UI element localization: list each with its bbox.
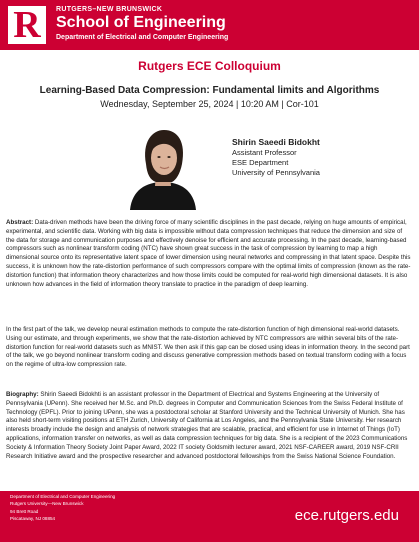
talk-dateline: Wednesday, September 25, 2024 | 10:20 AM | Cor-101 <box>100 99 319 109</box>
footer-address <box>10 493 115 522</box>
biography-label: Biography: <box>6 391 39 398</box>
address-line: 94 Brett Road <box>10 508 39 514</box>
speaker-name: Shirin Saeedi Bidokht <box>232 137 320 147</box>
abstract-text-1: Data-driven methods have been the driving force of many scientific disciplines in the past decade, relying on huge amounts of empirical, experimental, and scientific data. Working with big data is impossible without data compression techniques that reduce the dimension and size of the data for storage and communication purposes and effectively denoise for efficient and accurate processing. In the past decade, learning-based compressors such as nonlinear transform coding (NTC) have shown great success in the task of compression by learning to map a high dimensional source onto its representative latent space of lower dimension using neural networks and compressing in that latent space. Despite this success, it is unknown how the rate-distortion performance of such compressors compare with the optimal limits of compression (known as the rate-distortion function) that information theory characterizes and how those limits could be computed for real-world high dimensional datasets. It is also unknown how advances in the field of information theory translate to practice in the paradigm of deep learning. <box>6 219 411 288</box>
speaker-department: ESE Department <box>232 158 289 167</box>
talk-title: Learning-Based Data Compression: Fundamental limits and Algorithms <box>39 85 380 96</box>
address-line: Rutgers University—New Brunswick <box>10 501 84 507</box>
biography-paragraph <box>6 391 412 461</box>
school-name: School of Engineering <box>56 14 226 31</box>
speaker-position: Assistant Professor <box>232 148 297 157</box>
abstract-paragraph-2: In the first part of the talk, we develop neural estimation methods to compute the rate-distortion function of high dimensional real-world datasets. Using our estimate, and through experiments, we show that the rate-distortion achieved by NTC compressors are within several bits of the rate-distortion function for real-world datasets such as MNIST. We then ask if this gap can be closed using ideas in information theory. In the second part of the talk, we go beyond nonlinear transform coding and discuss generative compression methods based on textual transform coding with a focus on the regime of ultra-low compression rate. <box>6 326 410 369</box>
speaker-photo <box>112 124 214 210</box>
university-name: RUTGERS–NEW BRUNSWICK <box>56 6 163 13</box>
address-line: Piscataway, NJ 08854 <box>10 515 56 521</box>
colloquium-series: Rutgers ECE Colloquium <box>138 59 281 73</box>
department-name: Department of Electrical and Computer Engineering <box>56 34 229 41</box>
website-link[interactable]: ece.rutgers.edu <box>294 507 399 524</box>
abstract-paragraph-1 <box>6 219 412 289</box>
footer-banner <box>0 491 419 542</box>
address-line: Department of Electrical and Computer Engineering <box>10 494 116 499</box>
header-banner <box>0 0 419 50</box>
speaker-portrait-illustration <box>112 124 214 210</box>
rutgers-logo: R <box>8 6 46 44</box>
biography-text: Shirin Saeedi Bidokhti is an assistant professor in the Department of Electrical and Systems Engineering at the University of Pennsylvania (UPenn). She received her M.Sc. and Ph.D. degrees in Computer and Communication Sciences from the Swiss Federal Institute of Technology (EPFL). Prior to joining UPenn, she was a postdoctoral scholar at Stanford University and the Technical University of Munich. She has also held short-term visiting positions at ETH Zurich, University of California at Los Angeles, and the Pennsylvania State University. Her research interests broadly include the design and analysis of network strategies that are scalable, practical, and efficient for use in Internet of Things (IoT) applications, information transfer on networks, as well as data compression techniques for big data. She is a recipient of the 2023 Communications Society & Information Theory Society Joint Paper Award, 2022 IT society Goldsmith lecturer award, 2021 NSF-CAREER award, 2019 NSF-CRII Research Initiative award and the prospective researcher and advanced postdoctoral fellowships from the Swiss National Science Foundation. <box>6 391 408 460</box>
abstract-label: Abstract: <box>6 219 34 226</box>
speaker-institution: University of Pennsylvania <box>232 168 320 177</box>
speaker-info <box>232 137 320 178</box>
